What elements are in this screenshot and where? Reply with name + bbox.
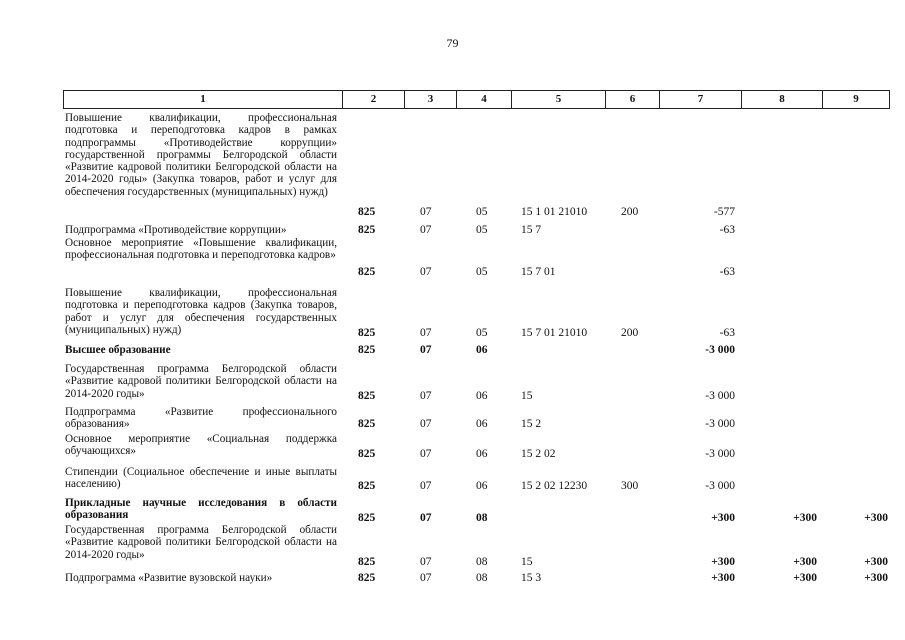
- cell-col-7: -3 000: [705, 480, 735, 492]
- cell-col-3: 07: [420, 512, 432, 524]
- header-label: 6: [629, 93, 636, 105]
- cell-col-2: 825: [358, 224, 376, 236]
- row-description: Подпрограмма «Развитие вузовской науки»: [65, 572, 273, 584]
- header-label: 5: [555, 93, 562, 105]
- cell-col-9: +300: [864, 556, 888, 568]
- row-description: Повышение квалификации, профессиональная подготовка и переподготовка кадров в рамках подпрограммы «Противодействие коррупции» государственной программы Белгородской области «Развитие кадровой политики Белгородской области на 2014-2020 годы» (Закупка товаров, работ и услуг для обеспечения государственных (муниципальных) нужд): [65, 112, 337, 198]
- cell-col-3: 07: [420, 556, 432, 568]
- cell-col-6: 300: [621, 480, 639, 492]
- cell-col-8: +300: [793, 572, 817, 584]
- cell-col-7: -3 000: [705, 390, 735, 402]
- row-description: Государственная программа Белгородской области «Развитие кадровой политики Белгородской области на 2014-2020 годы»: [65, 524, 337, 561]
- cell-col-4: 06: [476, 448, 488, 460]
- cell-col-7: -63: [719, 224, 735, 236]
- header-cell-8: [742, 90, 823, 109]
- cell-col-3: 07: [420, 206, 432, 218]
- cell-col-7: -577: [713, 206, 735, 218]
- cell-col-8: +300: [793, 556, 817, 568]
- cell-col-9: +300: [864, 572, 888, 584]
- cell-col-3: 07: [420, 418, 432, 430]
- header-label: 7: [697, 93, 704, 105]
- header-cell-4: [457, 90, 512, 109]
- cell-col-4: 05: [476, 206, 488, 218]
- cell-col-5: 15 7 01: [521, 266, 556, 278]
- header-cell-1: [63, 90, 343, 109]
- cell-col-5: 15 2 02: [521, 448, 556, 460]
- cell-col-5: 15: [521, 390, 533, 402]
- header-label: 3: [427, 93, 434, 105]
- cell-col-7: -63: [719, 266, 735, 278]
- header-cell-9: [823, 90, 890, 109]
- cell-col-3: 07: [420, 390, 432, 402]
- cell-col-4: 05: [476, 327, 488, 339]
- cell-col-7: +300: [711, 572, 735, 584]
- header-label: 9: [853, 93, 859, 105]
- row-description: Повышение квалификации, профессиональная подготовка и переподготовка кадров (Закупка товаров, работ и услуг для обеспечения государственных (муниципальных) нужд): [65, 287, 337, 336]
- cell-col-4: 08: [476, 556, 488, 568]
- header-label: 1: [200, 93, 206, 105]
- cell-col-2: 825: [358, 418, 376, 430]
- cell-col-3: 07: [420, 344, 432, 356]
- header-label: 2: [370, 93, 377, 105]
- header-label: 4: [481, 93, 487, 105]
- cell-col-7: -3 000: [705, 448, 735, 460]
- page-number: 79: [446, 36, 459, 50]
- cell-col-4: 06: [476, 480, 488, 492]
- row-description: Прикладные научные исследования в области образования: [65, 497, 337, 522]
- row-description: Подпрограмма «Развитие профессионального образования»: [65, 406, 337, 431]
- cell-col-9: +300: [864, 512, 888, 524]
- cell-col-5: 15: [521, 556, 533, 568]
- cell-col-4: 08: [476, 572, 488, 584]
- cell-col-4: 05: [476, 266, 488, 278]
- row-description: Подпрограмма «Противодействие коррупции»: [65, 224, 287, 236]
- cell-col-2: 825: [358, 572, 376, 584]
- cell-col-2: 825: [358, 327, 376, 339]
- cell-col-6: 200: [621, 327, 639, 339]
- row-description: Высшее образование: [65, 344, 171, 356]
- header-cell-5: [512, 90, 606, 109]
- cell-col-4: 06: [476, 344, 488, 356]
- cell-col-5: 15 1 01 21010: [521, 206, 588, 218]
- cell-col-2: 825: [358, 206, 376, 218]
- cell-col-4: 08: [476, 512, 488, 524]
- cell-col-7: -63: [719, 327, 735, 339]
- cell-col-7: +300: [711, 556, 735, 568]
- header-cell-3: [405, 90, 457, 109]
- cell-col-2: 825: [358, 448, 376, 460]
- cell-col-5: 15 3: [521, 572, 542, 584]
- cell-col-7: +300: [711, 512, 735, 524]
- cell-col-4: 05: [476, 224, 488, 236]
- cell-col-3: 07: [420, 572, 432, 584]
- cell-col-5: 15 7: [521, 224, 542, 236]
- cell-col-7: -3 000: [705, 418, 735, 430]
- header-cell-2: [343, 90, 405, 109]
- cell-col-7: -3 000: [705, 344, 735, 356]
- cell-col-2: 825: [358, 556, 376, 568]
- cell-col-5: 15 2 02 12230: [521, 480, 588, 492]
- row-description: Основное мероприятие «Повышение квалификации, профессиональная подготовка и переподготовка кадров»: [65, 237, 337, 262]
- cell-col-4: 06: [476, 418, 488, 430]
- row-description: Стипендии (Социальное обеспечение и иные выплаты населению): [65, 466, 337, 491]
- cell-col-2: 825: [358, 390, 376, 402]
- row-description: Государственная программа Белгородской области «Развитие кадровой политики Белгородской области на 2014-2020 годы»: [65, 363, 337, 400]
- header-label: 8: [779, 93, 785, 105]
- cell-col-4: 06: [476, 390, 488, 402]
- header-cell-7: [660, 90, 742, 109]
- header-cell-6: [606, 90, 660, 109]
- cell-col-2: 825: [358, 344, 376, 356]
- cell-col-5: 15 2: [521, 418, 542, 430]
- cell-col-2: 825: [358, 266, 376, 278]
- cell-col-3: 07: [420, 327, 432, 339]
- cell-col-3: 07: [420, 448, 432, 460]
- cell-col-3: 07: [420, 266, 432, 278]
- cell-col-8: +300: [793, 512, 817, 524]
- cell-col-2: 825: [358, 480, 376, 492]
- cell-col-5: 15 7 01 21010: [521, 327, 588, 339]
- cell-col-2: 825: [358, 512, 376, 524]
- cell-col-3: 07: [420, 224, 432, 236]
- cell-col-6: 200: [621, 206, 639, 218]
- row-description: Основное мероприятие «Социальная поддержка обучающихся»: [65, 433, 337, 458]
- cell-col-3: 07: [420, 480, 432, 492]
